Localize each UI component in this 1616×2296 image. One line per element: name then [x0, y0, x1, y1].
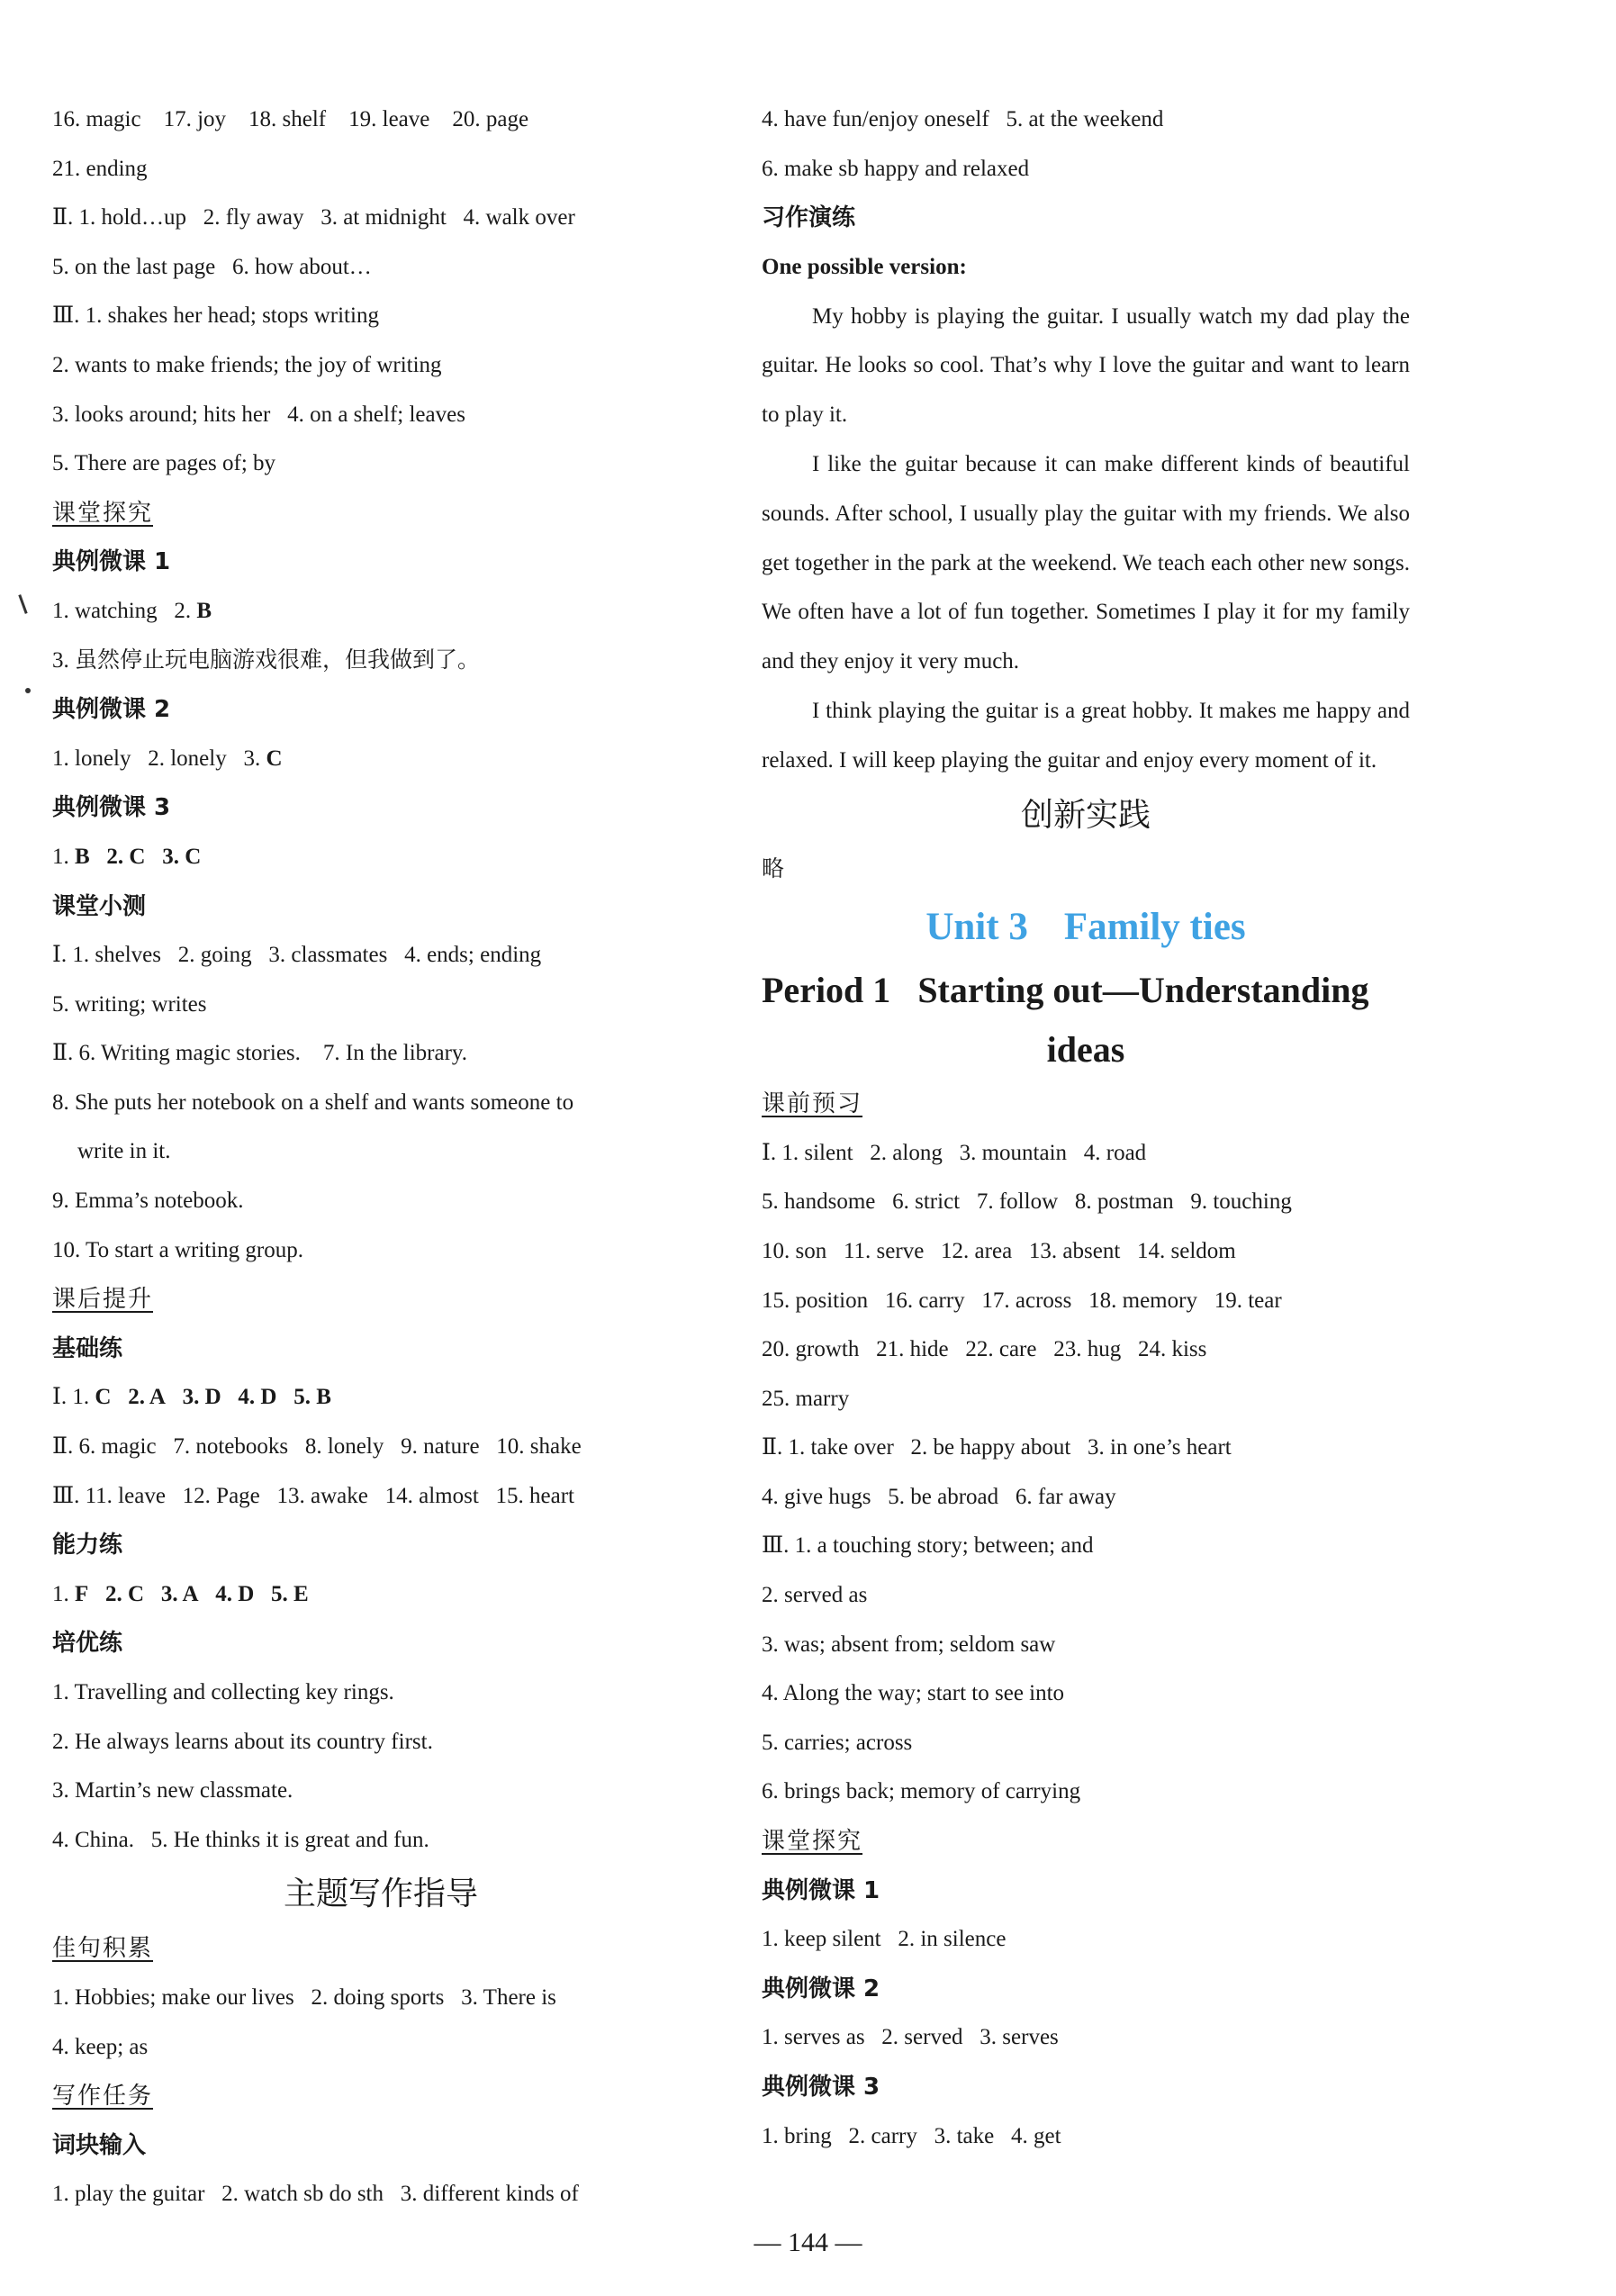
period-title-b: ideas — [1046, 1029, 1125, 1071]
answer-line — [762, 1178, 1410, 1227]
answer-line — [52, 833, 709, 882]
answer-line — [762, 1621, 1410, 1670]
essay-paragraph: I like the guitar because it can make different kinds of beautiful sounds. After school, I usually play the guitar with my friends. We also get together in the park at the weekend. We teach each other new songs. We often have a lot of fun together. Sometimes I play it for my family and they enjoy it very much. — [762, 451, 1410, 674]
subsection-heading: 典例微课 2 — [52, 696, 171, 724]
answer-text: 6. make sb happy and relaxed — [762, 156, 1030, 181]
answer-text: 1. — [52, 1581, 75, 1606]
answer-line — [52, 194, 709, 243]
subsection-heading: 习作演练 — [762, 204, 856, 232]
answer-line — [52, 95, 709, 145]
answer-text: Ⅲ. 1. a touching story; between; and — [762, 1533, 1094, 1559]
answer-line — [52, 1816, 709, 1866]
answer-line — [762, 2013, 1410, 2063]
answer-line — [52, 2023, 709, 2073]
model-essay — [762, 293, 1410, 786]
answer-line — [762, 1325, 1410, 1375]
answer-text: 1. — [52, 844, 75, 869]
answer-line — [762, 1669, 1410, 1719]
answer-line — [52, 1472, 709, 1522]
answer-line — [52, 1079, 709, 1128]
section-heading — [52, 1924, 709, 1974]
answer-line — [762, 1227, 1410, 1277]
answer-text: 6. brings back; memory of carrying — [762, 1779, 1081, 1804]
answer-text: 5. There are pages of; by — [52, 451, 276, 476]
answer-line — [52, 1226, 709, 1276]
answer-line — [762, 1129, 1410, 1179]
answer-text: 4. give hugs 5. be abroad 6. far away — [762, 1484, 1116, 1509]
subsection-heading: 典例微课 1 — [762, 1876, 880, 1904]
answer-line — [52, 2170, 709, 2219]
answer-text: Ⅰ. 1. — [52, 1385, 95, 1410]
answer-line — [762, 145, 1410, 194]
answer-line — [52, 1668, 709, 1718]
answer-line — [762, 1424, 1410, 1473]
answer-text: 3. was; absent from; seldom saw — [762, 1632, 1056, 1657]
answer-line — [52, 439, 709, 489]
subsection-heading: 典例微课 3 — [762, 2074, 880, 2102]
answer-text: 4. Along the way; start to see into — [762, 1681, 1065, 1706]
answer-line — [52, 637, 709, 686]
answer-text: 3. Martin’s new classmate. — [52, 1778, 293, 1803]
answer-text: 5. writing; writes — [52, 991, 207, 1017]
answer-line — [762, 1719, 1410, 1768]
answer-text: 5. handsome 6. strict 7. follow 8. postman 9. touching — [762, 1189, 1292, 1215]
answer-line — [762, 1375, 1410, 1424]
answer-text: 10. To start a writing group. — [52, 1237, 304, 1262]
unit-name: Family ties — [1063, 906, 1246, 949]
right-top-list — [762, 95, 1410, 243]
page-number: — 144 — — [754, 2228, 862, 2257]
section-heading-text: 佳句积累 — [52, 1935, 154, 1963]
section-heading — [762, 1080, 1410, 1129]
answer-text: 25. marry — [762, 1386, 850, 1411]
subsection-heading: 典例微课 1 — [52, 548, 171, 576]
answer-line — [52, 587, 709, 637]
answer-text: Ⅱ. 1. take over 2. be happy about 3. in one’s heart — [762, 1435, 1232, 1460]
answer-line — [52, 341, 709, 391]
answer-line — [52, 1974, 709, 2023]
section-heading-text: 写作任务 — [52, 2083, 154, 2111]
margin-mark — [18, 594, 27, 614]
answer-text: 20. growth 21. hide 22. care 23. hug 24. kiss — [762, 1337, 1207, 1362]
subsection-heading: 培优练 — [52, 1630, 123, 1658]
answer-text: 5. carries; across — [762, 1730, 913, 1755]
answer-text: Ⅱ. 6. Writing magic stories. 7. In the library. — [52, 1041, 468, 1066]
answer-text: 2. wants to make friends; the joy of writing — [52, 352, 442, 377]
answer-line — [52, 145, 709, 194]
answer-text: 3. looks around; hits her 4. on a shelf; leaves — [52, 402, 465, 427]
answer-line — [52, 1767, 709, 1816]
subsection-heading: 基础练 — [52, 1334, 123, 1362]
answer-text: 21. ending — [52, 156, 148, 181]
bold-answer: B 2. C 3. C — [75, 844, 202, 869]
answer-text: 5. on the last page 6. how about… — [52, 254, 372, 279]
answer-line — [52, 931, 709, 981]
unit-heading — [762, 894, 1410, 961]
answer-text: 16. magic 17. joy 18. shelf 19. leave 20. page — [52, 107, 529, 131]
answer-line — [762, 1767, 1410, 1817]
chapter-heading: 主题写作指导 — [283, 1876, 478, 1913]
answer-line — [52, 292, 709, 341]
subsection-heading: 典例微课 2 — [762, 1975, 880, 2002]
section-heading-text: 课堂探究 — [52, 499, 154, 527]
essay-paragraph: My hobby is playing the guitar. I usually watch my dad play the guitar. He looks so cool. That’s why I love the guitar and want to learn to play it. — [762, 303, 1410, 428]
innovation-text: 略 — [762, 856, 785, 881]
bold-answer: C 2. A 3. D 4. D 5. B — [95, 1385, 331, 1410]
answer-line — [52, 391, 709, 440]
answer-line — [762, 1915, 1410, 1965]
subsection-heading: 词块输入 — [52, 2131, 147, 2159]
period-number: Period 1 — [762, 970, 891, 1011]
subsection-heading: 典例微课 3 — [52, 794, 171, 822]
answer-text: 15. position 16. carry 17. across 18. memory 19. tear — [762, 1288, 1282, 1313]
answer-line — [52, 735, 709, 784]
essay-intro: One possible version: — [762, 254, 967, 279]
section-heading-text: 课前预习 — [762, 1090, 863, 1118]
answer-line — [52, 1718, 709, 1767]
right-bottom-list — [762, 1080, 1410, 2161]
section-heading — [52, 1275, 709, 1324]
subsection-heading: 能力练 — [52, 1532, 123, 1559]
left-column — [52, 95, 709, 2219]
answer-text: 9. Emma’s notebook. — [52, 1189, 244, 1214]
answer-text: Ⅲ. 1. shakes her head; stops writing — [52, 303, 379, 329]
answer-text: 4. have fun/enjoy oneself 5. at the weekend — [762, 107, 1164, 131]
bold-answer: B — [196, 598, 212, 623]
answer-text: 3. 虽然停止玩电脑游戏很难，但我做到了。 — [52, 647, 481, 673]
answer-text: 1. Hobbies; make our lives 2. doing sports 3. There is — [52, 1984, 556, 2010]
bold-answer: F 2. C 3. A 4. D 5. E — [75, 1581, 309, 1606]
answer-line — [762, 1522, 1410, 1571]
subsection-heading: 课堂小测 — [52, 892, 147, 920]
answer-line — [52, 981, 709, 1030]
section-heading-text: 课后提升 — [52, 1286, 154, 1314]
answer-line — [762, 1277, 1410, 1326]
answer-text: 4. China. 5. He thinks it is great and fun. — [52, 1827, 429, 1852]
section-heading-text: 课堂探究 — [762, 1828, 863, 1856]
answer-text: 1. lonely 2. lonely 3. — [52, 746, 266, 771]
answer-text: 1. serves as 2. served 3. serves — [762, 2025, 1059, 2050]
answer-text: 1. Travelling and collecting key rings. — [52, 1680, 394, 1704]
answer-text: 4. keep; as — [52, 2034, 149, 2059]
answer-line — [762, 95, 1410, 145]
answer-text: Ⅱ. 6. magic 7. notebooks 8. lonely 9. nature 10. shake — [52, 1434, 582, 1460]
answer-text: 1. bring 2. carry 3. take 4. get — [762, 2123, 1061, 2148]
answer-line — [52, 1373, 709, 1423]
answer-text: 1. watching 2. — [52, 598, 197, 623]
answer-text: 2. He always learns about its country first. — [52, 1729, 433, 1754]
answer-text: 1. keep silent 2. in silence — [762, 1927, 1007, 1952]
essay-paragraph: I think playing the guitar is a great hobby. It makes me happy and relaxed. I will keep playing the guitar and enjoy every moment of it. — [762, 698, 1410, 773]
answer-line — [52, 1029, 709, 1079]
period-title-a: Starting out—Understanding — [917, 970, 1369, 1011]
answer-line — [762, 1571, 1410, 1621]
section-heading — [52, 2072, 709, 2121]
answer-text: 1. play the guitar 2. watch sb do sth 3. different kinds of — [52, 2182, 579, 2207]
answer-text: Ⅱ. 1. hold…up 2. fly away 3. at midnight 4. walk over — [52, 205, 575, 231]
answer-text: write in it. — [77, 1139, 171, 1164]
answer-line — [762, 2112, 1410, 2162]
unit-label: Unit 3 — [925, 906, 1028, 949]
right-column — [762, 95, 1410, 2161]
section-heading — [52, 489, 709, 538]
margin-dot — [25, 688, 31, 693]
answer-line — [52, 1127, 709, 1177]
answer-text: 2. served as — [762, 1583, 868, 1608]
answer-line — [52, 1423, 709, 1472]
answer-text: Ⅰ. 1. silent 2. along 3. mountain 4. road — [762, 1140, 1147, 1165]
answer-text: Ⅲ. 11. leave 12. Page 13. awake 14. almost 15. heart — [52, 1483, 574, 1508]
period-heading — [762, 961, 1410, 1080]
answer-line — [52, 243, 709, 293]
answer-line — [52, 1177, 709, 1226]
answer-text: 8. She puts her notebook on a shelf and wants someone to — [52, 1089, 574, 1115]
bold-answer: C — [266, 746, 283, 771]
answer-line — [762, 1473, 1410, 1523]
answer-line — [52, 1570, 709, 1620]
answer-text: Ⅰ. 1. shelves 2. going 3. classmates 4. ends; ending — [52, 943, 542, 968]
section-heading — [762, 1817, 1410, 1867]
answer-text: 10. son 11. serve 12. area 13. absent 14. seldom — [762, 1238, 1236, 1263]
innovation-title: 创新实践 — [1020, 796, 1151, 834]
